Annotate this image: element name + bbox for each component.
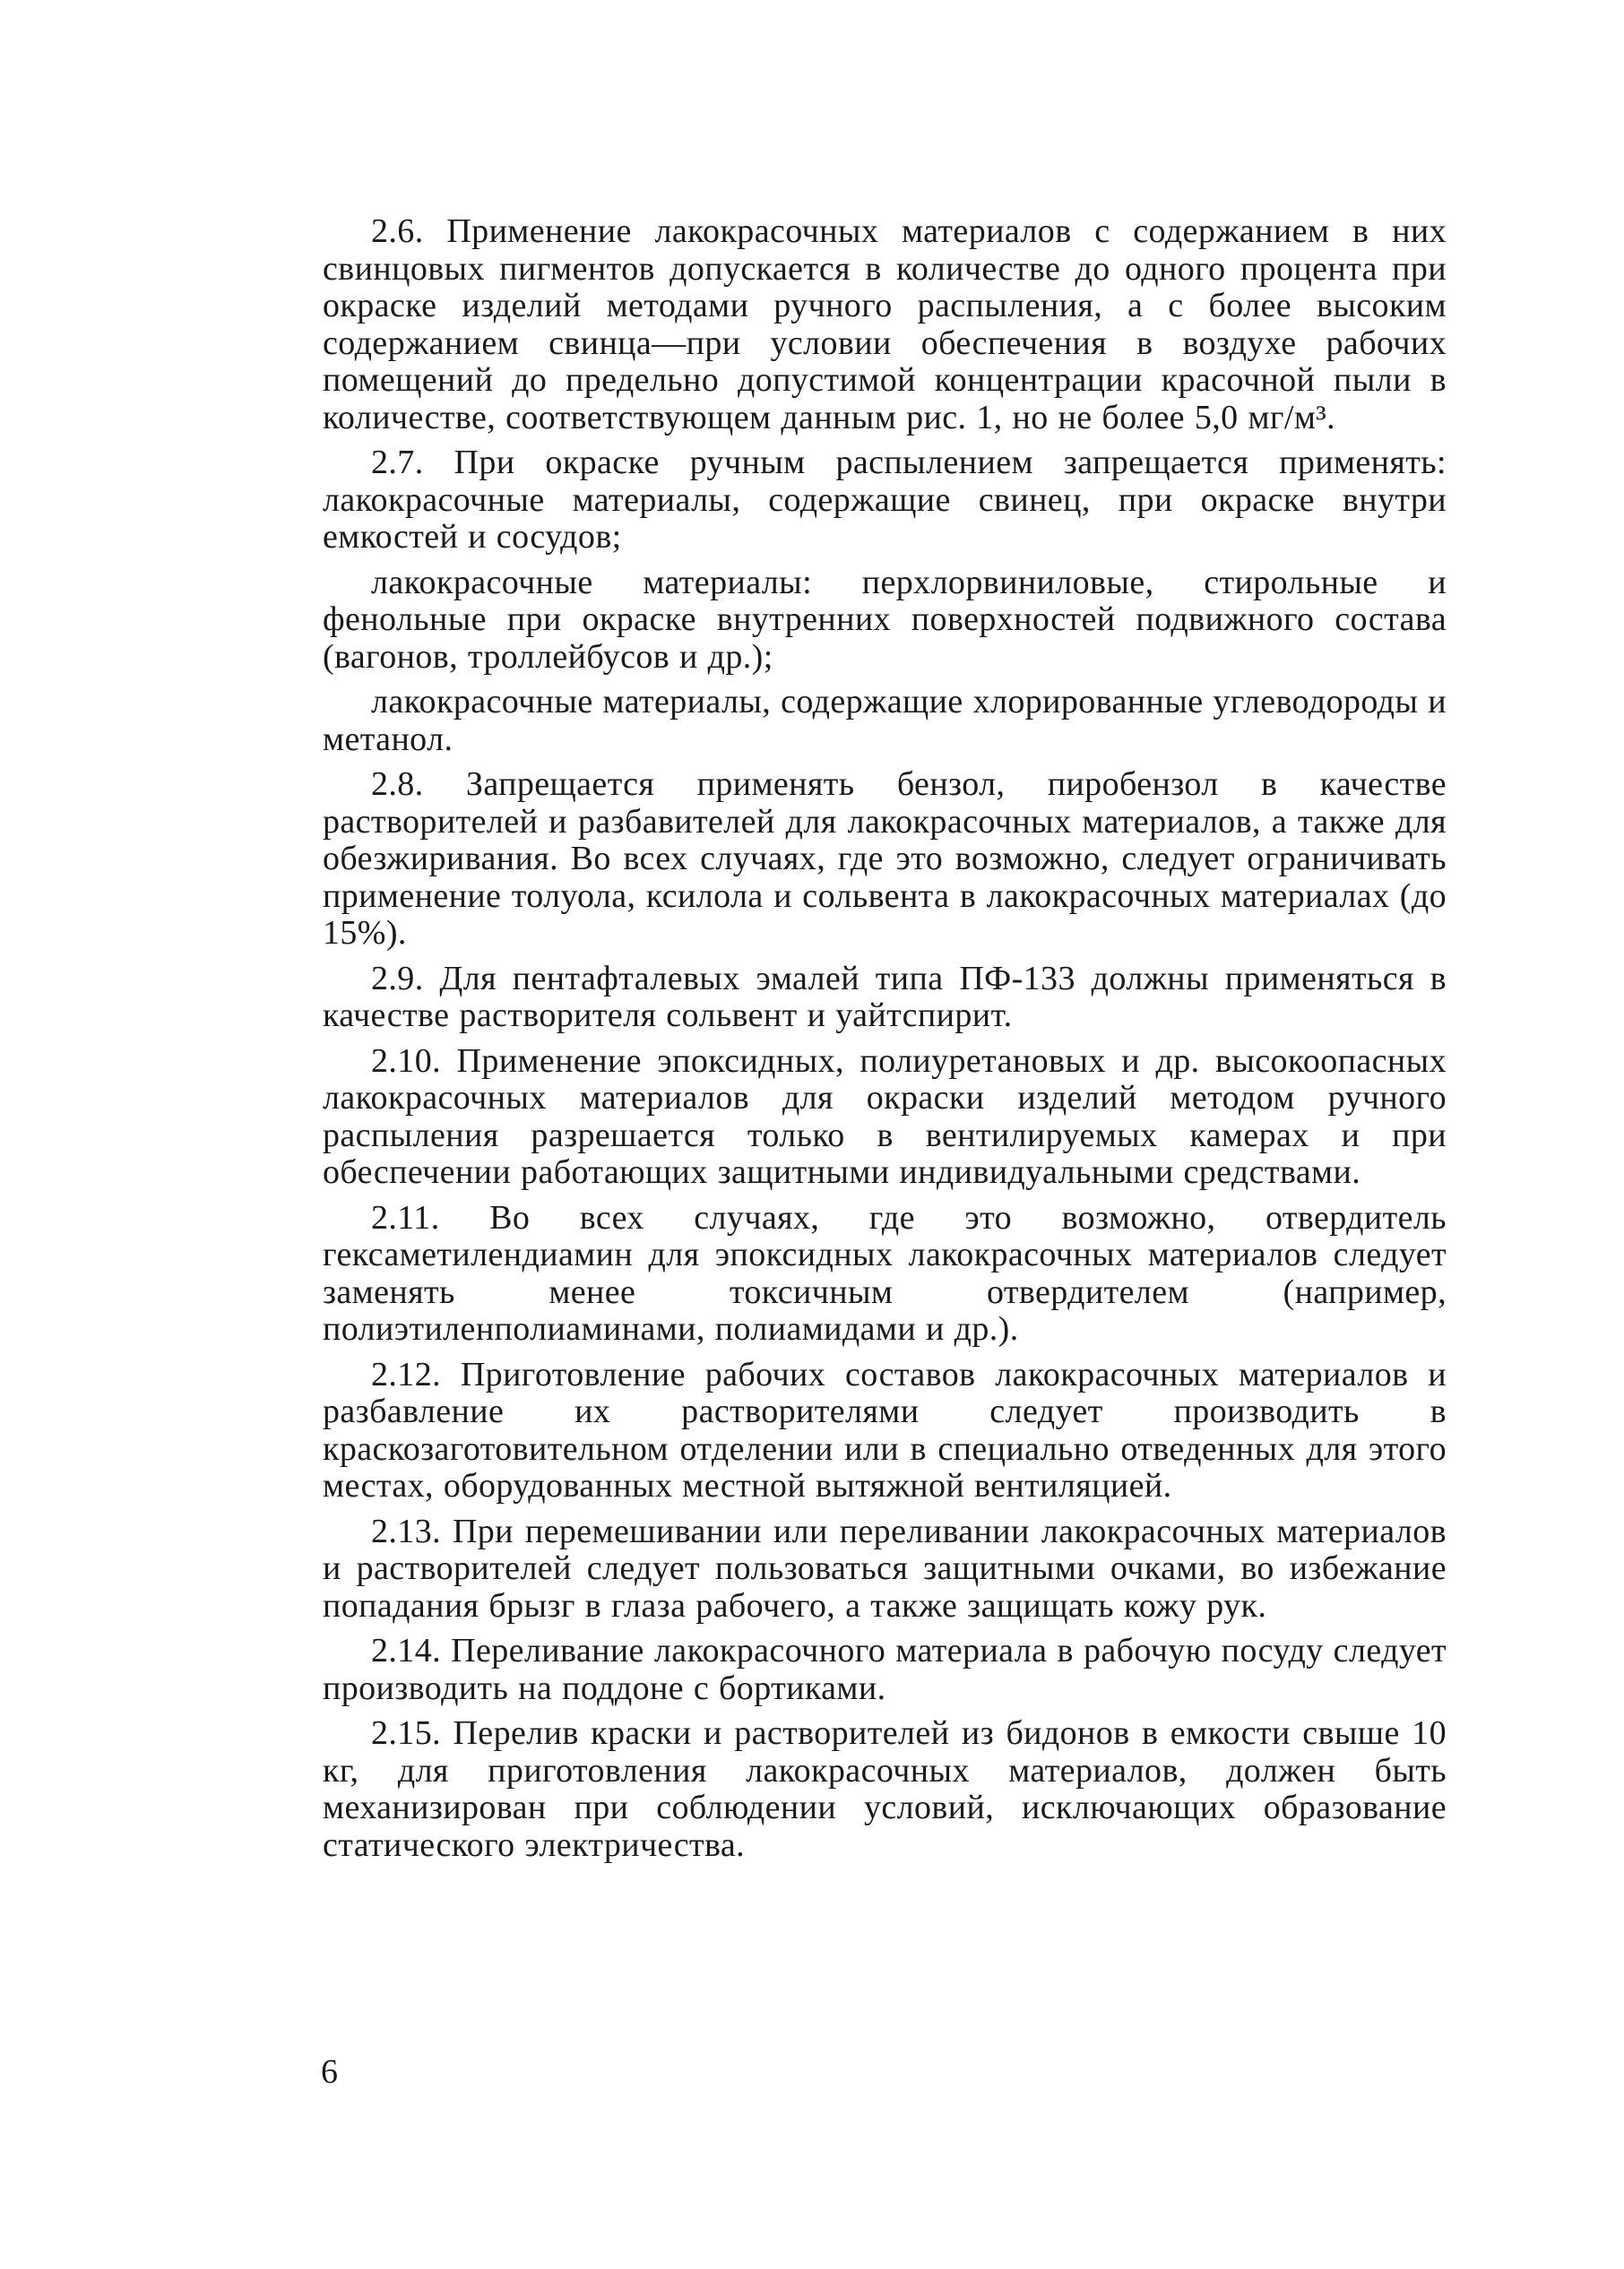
paragraph-2-13: 2.13. При перемешивании или переливании лакокрасочных материалов и растворителей следует пользоваться защитными очками, во избежание попадания брызг в глаза рабочего, а также защищать кожу рук. [323,1512,1447,1625]
paragraph-2-8: 2.8. Запрещается применять бензол, пиробензол в качестве растворителей и разбавителей для лакокрасочных материалов, а также для обезжиривания. Во всех случаях, где это возможно, следует ограничивать применение толуола, ксилола и сольвента в лакокрасочных материалах (до 15%). [323,765,1447,952]
paragraph-2-14: 2.14. Переливание лакокрасочного материала в рабочую посуду следует производить на поддоне с бортиками. [323,1632,1447,1707]
paragraph-2-7-item-2: лакокрасочные материалы: перхлорвиниловые, стирольные и фенольные при окраске внутренних поверхностей подвижного состава (вагонов, троллейбусов и др.); [323,563,1447,676]
paragraph-2-15: 2.15. Перелив краски и растворителей из бидонов в емкости свыше 10 кг, для приготовления лакокрасочных материалов, должен быть механизирован при соблюдении условий, исключающих образование статического электричества. [323,1714,1447,1864]
paragraph-2-11: 2.11. Во всех случаях, где это возможно, отвердитель гексаметилендиамин для эпоксидных лакокрасочных материалов следует заменять менее токсичным отвердителем (например, полиэтиленполиаминами, полиамидами и др.). [323,1198,1447,1348]
paragraph-2-7: 2.7. При окраске ручным распылением запрещается применять: лакокрасочные материалы, содержащие свинец, при окраске внутри емкостей и сосудов; [323,444,1447,556]
page-number: 6 [321,2053,338,2091]
paragraph-2-10: 2.10. Применение эпоксидных, полиуретановых и др. высокоопасных лакокрасочных материалов для окраски изделий методом ручного распыления разрешается только в вентилируемых камерах и при обеспечении работающих защитными индивидуальными средствами. [323,1041,1447,1191]
paragraph-2-9: 2.9. Для пентафталевых эмалей типа ПФ-133 должны применяться в качестве растворителя сольвент и уайтспирит. [323,959,1447,1034]
paragraph-2-6: 2.6. Применение лакокрасочных материалов с содержанием в них свинцовых пигментов допускается в количестве до одного процента при окраске изделий методами ручного распыления, а с более высоким содержанием свинца—при условии обеспечения в воздухе рабочих помещений до предельно допустимой концентрации красочной пыли в количестве, соответствующем данным рис. 1, но не более 5,0 мг/м³. [323,212,1447,436]
paragraph-2-12: 2.12. Приготовление рабочих составов лакокрасочных материалов и разбавление их растворителями следует производить в краскозаготовительном отделении или в специально отведенных для этого местах, оборудованных местной вытяжной вентиляцией. [323,1355,1447,1505]
body-text [323,213,1447,1872]
paragraph-2-7-item-3: лакокрасочные материалы, содержащие хлорированные углеводороды и метанол. [323,683,1447,758]
